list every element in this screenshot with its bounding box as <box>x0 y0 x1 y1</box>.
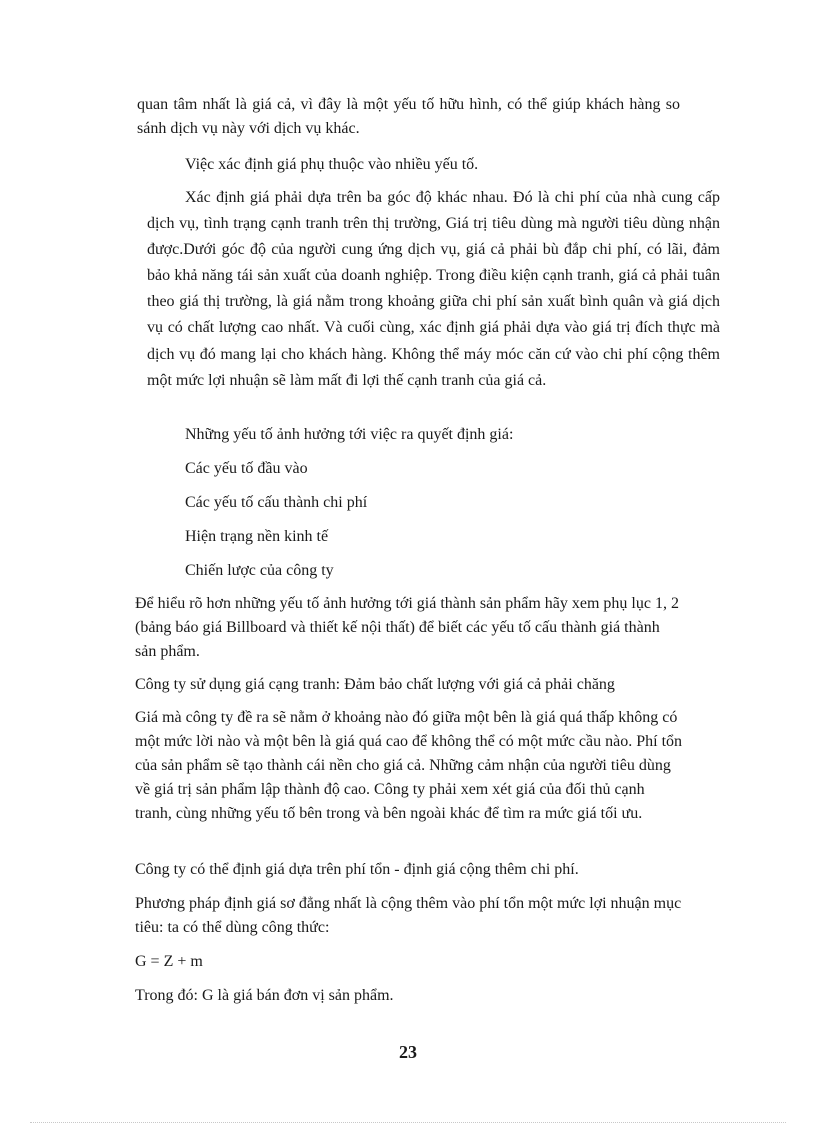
paragraph-price-factors-intro: Việc xác định giá phụ thuộc vào nhiều yếu tố. <box>185 156 479 173</box>
paragraph-cost-plus: Công ty có thể định giá dựa trên phí tổn - định giá cộng thêm chi phí. <box>135 861 579 878</box>
list-item-inputs: Các yếu tố đầu vào <box>185 460 308 477</box>
paragraph-price-perspectives: Xác định giá phải dựa trên ba góc độ khác nhau. Đó là chi phí của nhà cung cấp dịch vụ, tình trạng cạnh tranh trên thị trường, Giá trị tiêu dùng mà người tiêu dùng nhận được.Dưới góc độ của người cung ứng dịch vụ, giá cả phải bù đắp chi phí, có lãi, đảm bảo khả năng tái sản xuất của doanh nghiệp. Trong điều kiện cạnh tranh, giá cả phải tuân theo giá thị trường, là giá nằm trong khoảng giữa chi phí sản xuất bình quân và giá dịch vụ có chất lượng cao nhất. Và cuối cùng, xác định giá phải dựa vào giá trị đích thực mà dịch vụ đó mang lại cho khách hàng. Không thể máy móc căn cứ vào chi phí cộng thêm một mức lợi nhuận sẽ làm mất đi lợi thế cạnh tranh của giá cả. <box>147 189 720 389</box>
formula: G = Z + m <box>135 953 203 970</box>
paragraph-factors-heading: Những yếu tố ảnh hưởng tới việc ra quyết định giá: <box>185 426 514 443</box>
paragraph-appendix-reference: Để hiểu rõ hơn những yếu tố ảnh hưởng tới giá thành sản phẩm hãy xem phụ lục 1, 2 (bảng báo giá Billboard và thiết kế nội thất) để biết các yếu tố cấu thành giá thành sản phẩm. <box>135 595 679 660</box>
page-number: 23 <box>399 1042 417 1062</box>
paragraph-competitive-pricing: Công ty sử dụng giá cạng tranh: Đảm bảo chất lượng với giá cả phải chăng <box>135 676 615 693</box>
paragraph-intro: quan tâm nhất là giá cả, vì đây là một yếu tố hữu hình, có thể giúp khách hàng so sánh dịch vụ này với dịch vụ khác. <box>137 96 680 137</box>
paragraph-price-range: Giá mà công ty đề ra sẽ nằm ở khoảng nào đó giữa một bên là giá quá thấp không có một mức lời nào và một bên là giá quá cao để không thể có một mức cầu nào. Phí tổn của sản phẩm sẽ tạo thành cái nền cho giá cả. Những cảm nhận của người tiêu dùng về giá trị sản phẩm lập thành độ cao. Công ty phải xem xét giá của đối thủ cạnh tranh, cùng những yếu tố bên trong và bên ngoài khác để tìm ra mức giá tối ưu. <box>135 709 683 822</box>
list-item-economy: Hiện trạng nền kinh tế <box>185 528 329 545</box>
list-item-cost-components: Các yếu tố cấu thành chi phí <box>185 494 368 511</box>
paragraph-method: Phương pháp định giá sơ đẳng nhất là cộng thêm vào phí tổn một mức lợi nhuận mục tiêu: ta có thể dùng công thức: <box>135 895 682 936</box>
list-item-company-strategy: Chiến lược của công ty <box>185 562 334 579</box>
paragraph-definition: Trong đó: G là giá bán đơn vị sản phẩm. <box>135 987 394 1004</box>
